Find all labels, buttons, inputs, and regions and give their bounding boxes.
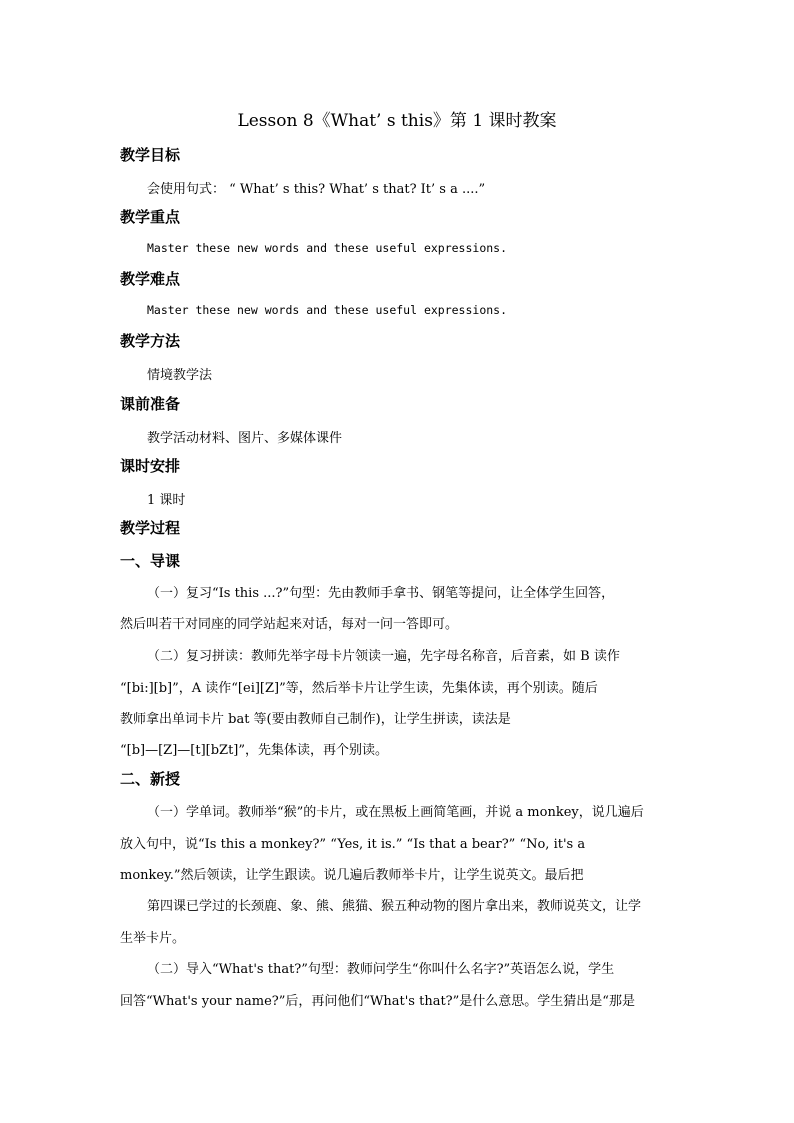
method-text: 情境教学法 — [147, 368, 213, 383]
heading-part1: 一、导课 — [120, 552, 181, 570]
part2-line: monkey.”然后领读，让学生跟读。说几遍后教师举卡片，让学生说英文。最后把 — [120, 868, 584, 883]
part1-line: 然后叫若干对同座的同学站起来对话，每对一问一答即可。 — [120, 617, 459, 632]
part2-line: （二）导入“What's that?”句型：教师问学生“你叫什么名字?”英语怎么说，学生 — [147, 962, 615, 977]
key-text: Master these new words and these useful expressions. — [147, 241, 508, 255]
part1-line: （二）复习拼读：教师先举字母卡片领读一遍，先字母名称音，后音素，如 B 读作 — [147, 649, 620, 664]
part1-line: “[b]—[Z]—[t][bZt]”，先集体读，再个别读。 — [120, 743, 389, 758]
part2-line: （一）学单词。教师举“猴”的卡片，或在黑板上画简笔画，并说 a monkey，说几遍后 — [147, 805, 644, 820]
schedule-text: 1 课时 — [147, 493, 186, 508]
heading-goal: 教学目标 — [120, 146, 181, 164]
part1-line: “[bi:][b]”，A 读作“[ei][Z]”等，然后举卡片让学生读，先集体读，再个别读。随后 — [120, 681, 598, 696]
heading-schedule: 课时安排 — [120, 457, 181, 475]
difficulty-text: Master these new words and these useful expressions. — [147, 303, 508, 317]
heading-difficulty: 教学难点 — [120, 270, 181, 288]
goal-text: 会使用句式： “ What’ s this? What’ s that? It’ s a ....” — [147, 182, 486, 197]
part1-line: （一）复习“Is this ...?”句型：先由教师手拿书、钢笔等提问，让全体学生回答， — [147, 586, 615, 601]
heading-key: 教学重点 — [120, 208, 181, 226]
page-title: Lesson 8《What’ s this》第 1 课时教案 — [237, 111, 557, 131]
part2-line: 回答“What's your name?”后，再问他们“What's that?”是什么意思。学生猜出是“那是 — [120, 994, 635, 1009]
part2-line: 放入句中，说“Is this a monkey?” “Yes, it is.” “Is that a bear?” “No, it's a — [120, 837, 586, 852]
heading-part2: 二、新授 — [120, 770, 181, 788]
part2-line: 生举卡片。 — [120, 931, 186, 946]
part2-line: 第四课已学过的长颈鹿、象、熊、熊猫、猴五种动物的图片拿出来，教师说英文，让学 — [147, 899, 642, 914]
prep-text: 教学活动材料、图片、多媒体课件 — [147, 431, 343, 446]
heading-process: 教学过程 — [120, 519, 181, 537]
part1-line: 教师拿出单词卡片 bat 等(要由教师自己制作)，让学生拼读，读法是 — [120, 712, 511, 727]
heading-method: 教学方法 — [120, 332, 181, 350]
heading-prep: 课前准备 — [120, 395, 181, 413]
